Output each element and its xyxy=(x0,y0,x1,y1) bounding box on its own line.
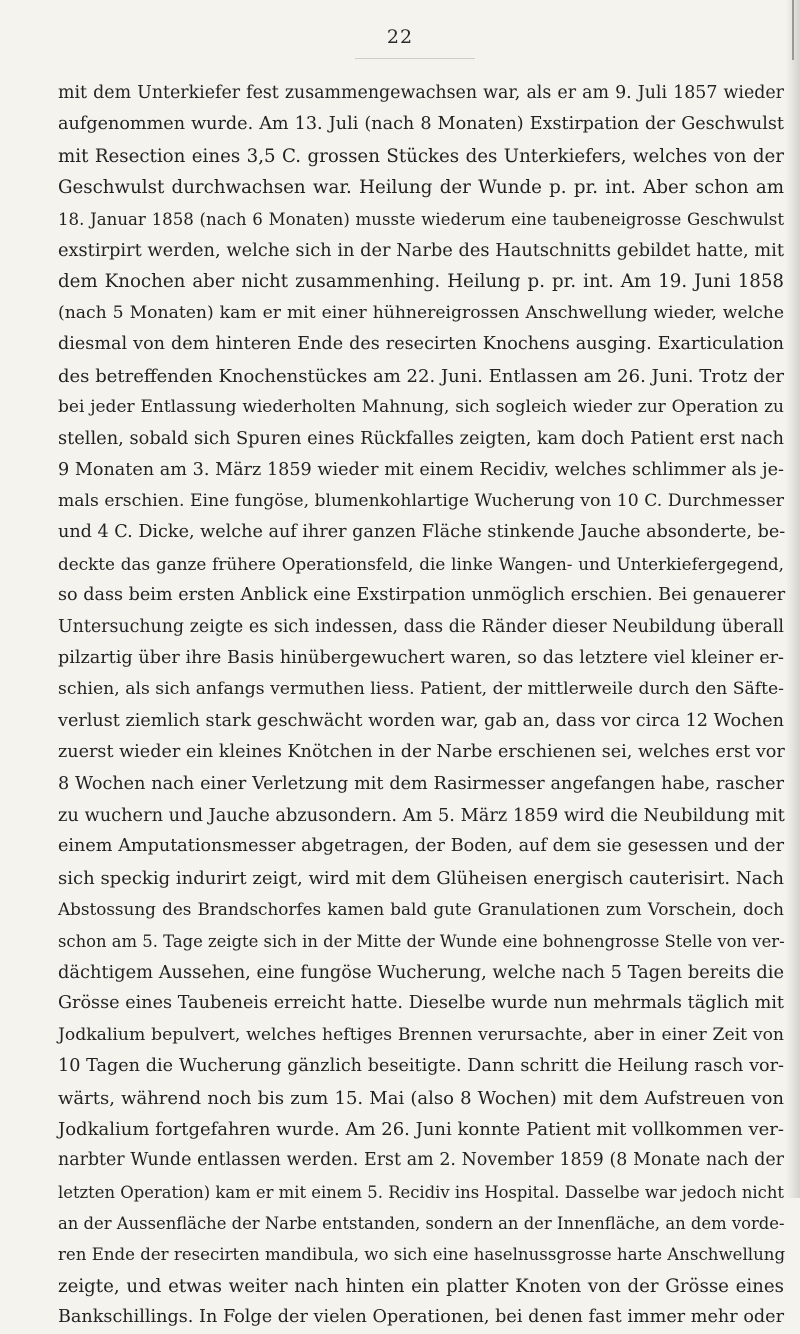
text-line: bei jeder Entlassung wiederholten Mahnung, sich sogleich wieder zur Operation zu xyxy=(58,396,784,417)
text-line: 9 Monaten am 3. März 1859 wieder mit einem Recidiv, welches schlimmer als je- xyxy=(58,459,784,480)
text-line: Grösse eines Taubeneis erreicht hatte. Dieselbe wurde nun mehrmals täglich mit xyxy=(58,993,784,1014)
text-line: pilzartig über ihre Basis hinübergewuchert waren, so das letztere viel kleiner er- xyxy=(58,648,784,669)
page-number-rule xyxy=(355,58,475,59)
text-line: letzten Operation) kam er mit einem 5. Recidiv ins Hospital. Dasselbe war jedoch nicht xyxy=(58,1182,784,1202)
text-line: an der Aussenfläche der Narbe entstanden, sondern an der Innenfläche, an dem vorde- xyxy=(58,1214,785,1234)
text-line: des betreffenden Knochenstückes am 22. Juni. Entlassen am 26. Juni. Trotz der xyxy=(58,365,784,387)
text-line: zeigte, und etwas weiter nach hinten ein platter Knoten von der Grösse eines xyxy=(58,1275,784,1297)
text-line: mit Resection eines 3,5 C. grossen Stückes des Unterkiefers, welches von der xyxy=(58,145,784,167)
text-line: mit dem Unterkiefer fest zusammengewachsen war, als er am 9. Juli 1857 wieder xyxy=(58,83,784,103)
text-line: wärts, während noch bis zum 15. Mai (also 8 Wochen) mit dem Aufstreuen von xyxy=(58,1087,784,1109)
text-line: aufgenommen wurde. Am 13. Juli (nach 8 Monaten) Exstirpation der Geschwulst xyxy=(58,114,784,135)
text-line: ren Ende der resecirten mandibula, wo sich eine haselnussgrosse harte Anschwellung xyxy=(58,1245,786,1265)
text-line: 10 Tagen die Wucherung gänzlich beseitigte. Dann schritt die Heilung rasch vor- xyxy=(58,1056,784,1077)
text-line: narbter Wunde entlassen werden. Erst am 2. November 1859 (8 Monate nach der xyxy=(58,1150,784,1171)
text-line: dächtigem Aussehen, eine fungöse Wucherung, welche nach 5 Tagen bereits die xyxy=(58,961,784,983)
body-text xyxy=(58,78,784,1334)
text-line: Geschwulst durchwachsen war. Heilung der Wunde p. pr. int. Aber schon am xyxy=(58,177,784,199)
page-edge-mark xyxy=(792,0,794,60)
text-line: 8 Wochen nach einer Verletzung mit dem Rasirmesser angefangen habe, rascher xyxy=(58,773,784,794)
text-line: Bankschillings. In Folge der vielen Operationen, bei denen fast immer mehr oder xyxy=(58,1307,784,1328)
text-line: zuerst wieder ein kleines Knötchen in der Narbe erschienen sei, welches erst vor xyxy=(58,742,785,763)
text-line: exstirpirt werden, welche sich in der Narbe des Hautschnitts gebildet hatte, mit xyxy=(58,239,784,261)
text-line: sich speckig indurirt zeigt, wird mit dem Glüheisen energisch cauterisirt. Nach xyxy=(58,867,784,889)
text-line: zu wuchern und Jauche abzusondern. Am 5. März 1859 wird die Neubildung mit xyxy=(58,804,785,826)
text-line: stellen, sobald sich Spuren eines Rückfalles zeigten, kam doch Patient erst nach xyxy=(58,428,784,450)
text-line: verlust ziemlich stark geschwächt worden war, gab an, dass vor circa 12 Wochen xyxy=(58,710,784,731)
text-line: (nach 5 Monaten) kam er mit einer hühnereigrossen Anschwellung wieder, welche xyxy=(58,302,784,323)
text-line: diesmal von dem hinteren Ende des resecirten Knochens ausging. Exarticulation xyxy=(58,334,784,355)
text-line: und 4 C. Dicke, welche auf ihrer ganzen Fläche stinkende Jauche absonderte, be- xyxy=(58,522,786,543)
page-number: 22 xyxy=(386,26,414,48)
text-line: so dass beim ersten Anblick eine Exstirpation unmöglich erschien. Bei genauerer xyxy=(58,585,786,606)
text-line: Jodkalium bepulvert, welches heftiges Brennen verursachte, aber in einer Zeit von xyxy=(58,1024,784,1045)
text-line: Abstossung des Brandschorfes kamen bald gute Granulationen zum Vorschein, doch xyxy=(58,899,784,920)
text-line: schon am 5. Tage zeigte sich in der Mitte der Wunde eine bohnengrosse Stelle von ver- xyxy=(58,931,785,951)
text-line: einem Amputationsmesser abgetragen, der Boden, auf dem sie gesessen und der xyxy=(58,836,784,857)
text-line: dem Knochen aber nicht zusammenhing. Heilung p. pr. int. Am 19. Juni 1858 xyxy=(58,271,784,293)
text-line: deckte das ganze frühere Operationsfeld, die linke Wangen- und Unterkiefergegend, xyxy=(58,553,784,574)
text-line: Jodkalium fortgefahren wurde. Am 26. Juni konnte Patient mit vollkommen ver- xyxy=(58,1118,784,1140)
page-edge-shadow xyxy=(786,0,800,1198)
text-line: Untersuchung zeigte es sich indessen, dass die Ränder dieser Neubildung überall xyxy=(58,616,784,637)
text-line: 18. Januar 1858 (nach 6 Monaten) musste wiederum eine taubeneigrosse Geschwulst xyxy=(58,209,784,229)
text-line: mals erschien. Eine fungöse, blumenkohlartige Wucherung von 10 C. Durchmesser xyxy=(58,491,784,512)
text-line: schien, als sich anfangs vermuthen liess. Patient, der mittlerweile durch den Säfte- xyxy=(58,679,784,700)
